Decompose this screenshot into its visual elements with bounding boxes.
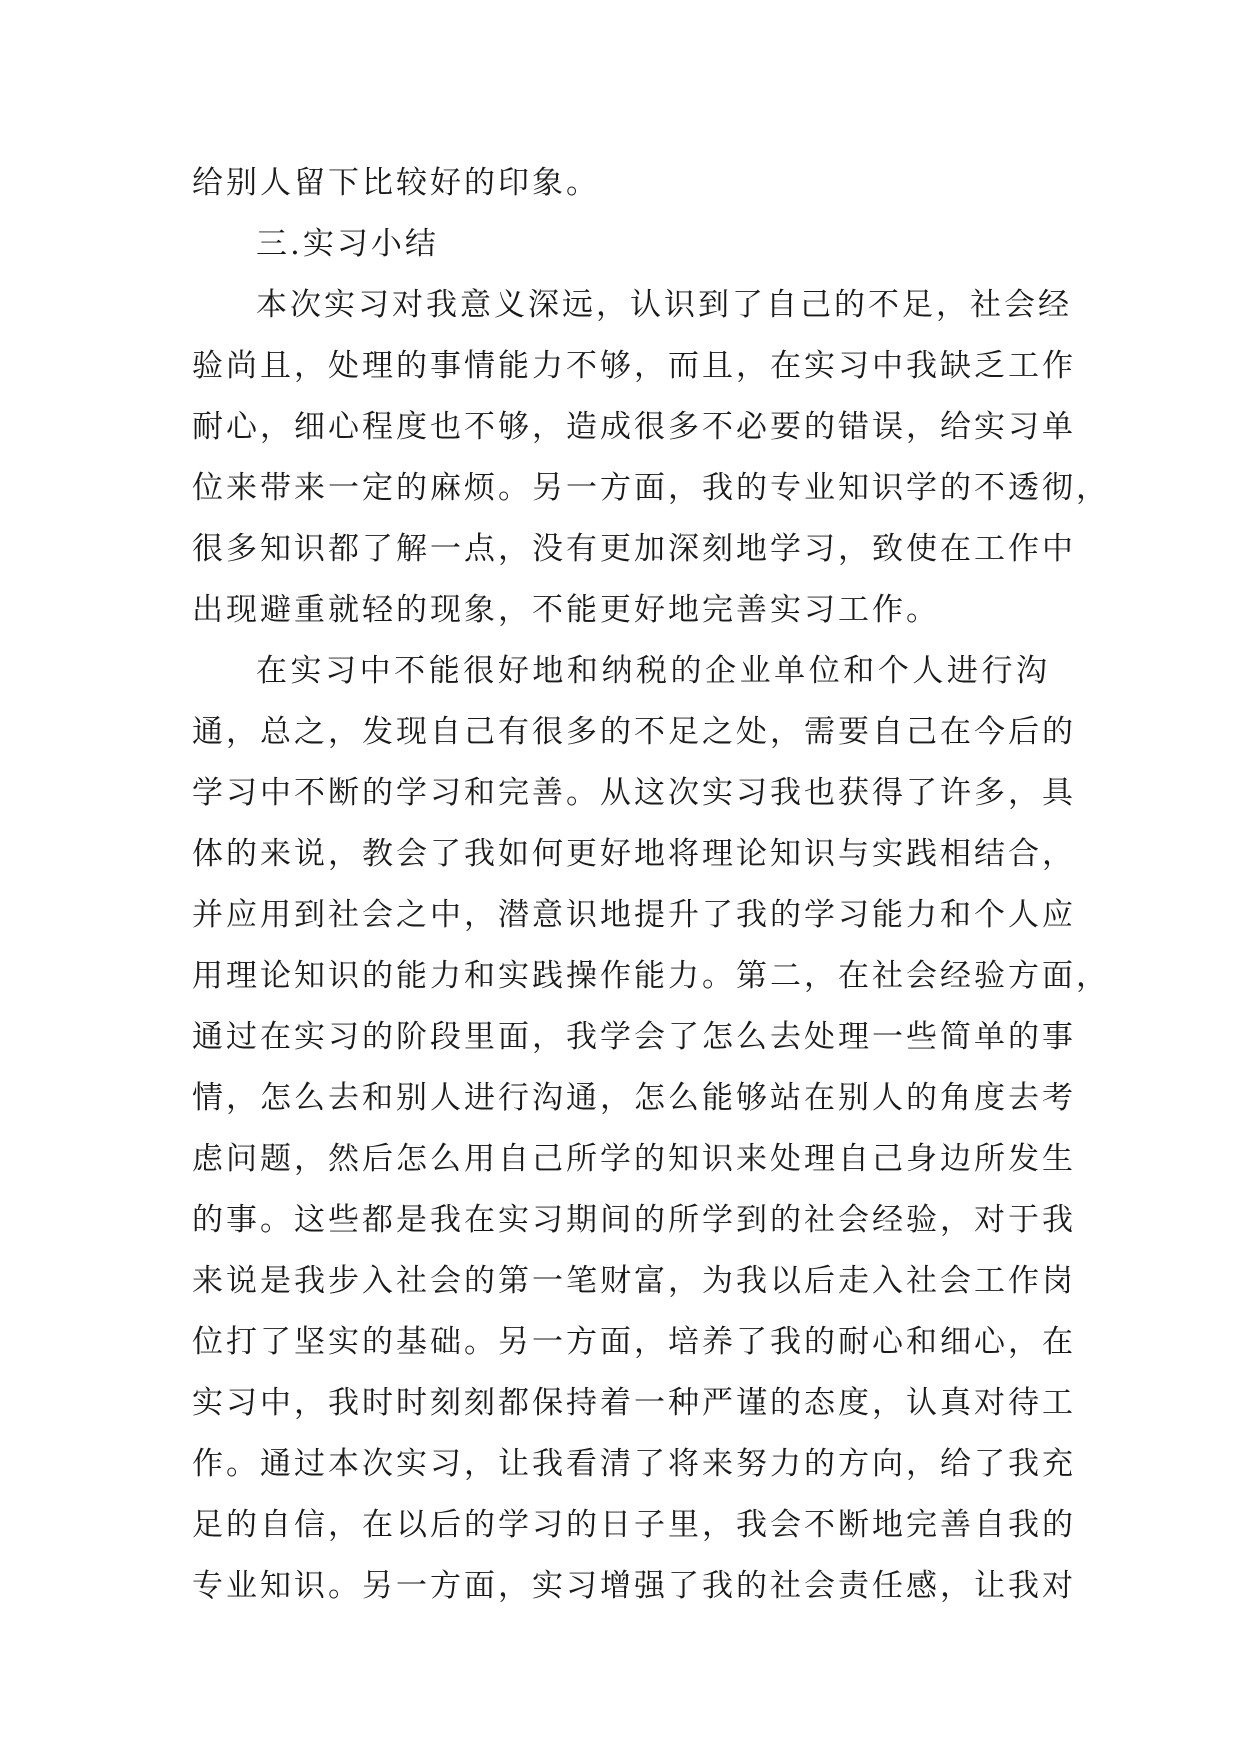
paragraph-line: 并应用到社会之中，潜意识地提升了我的学习能力和个人应 xyxy=(192,897,1076,933)
paragraph-line: 很多知识都了解一点，没有更加深刻地学习，致使在工作中 xyxy=(192,531,1076,567)
paragraph-line: 情，怎么去和别人进行沟通，怎么能够站在别人的角度去考 xyxy=(192,1080,1076,1116)
section-heading: 三.实习小结 xyxy=(256,226,439,262)
paragraph-line: 通过在实习的阶段里面，我学会了怎么去处理一些简单的事 xyxy=(192,1019,1076,1055)
paragraph-line: 学习中不断的学习和完善。从这次实习我也获得了许多，具 xyxy=(192,775,1076,811)
paragraph-line: 通，总之，发现自己有很多的不足之处，需要自己在今后的 xyxy=(192,714,1076,750)
paragraph-line: 虑问题，然后怎么用自己所学的知识来处理自己身边所发生 xyxy=(192,1141,1076,1177)
document-page xyxy=(192,153,1110,1617)
paragraph-line: 验尚且，处理的事情能力不够，而且，在实习中我缺乏工作 xyxy=(192,348,1076,384)
paragraph-line: 给别人留下比较好的印象。 xyxy=(192,165,600,201)
paragraph-line: 耐心，细心程度也不够，造成很多不必要的错误，给实习单 xyxy=(192,409,1076,445)
paragraph-line: 作。通过本次实习，让我看清了将来努力的方向，给了我充 xyxy=(192,1446,1076,1482)
paragraph-line: 本次实习对我意义深远，认识到了自己的不足，社会经 xyxy=(256,287,1072,323)
paragraph-line: 体的来说，教会了我如何更好地将理论知识与实践相结合， xyxy=(192,836,1076,872)
paragraph-line: 的事。这些都是我在实习期间的所学到的社会经验，对于我 xyxy=(192,1202,1076,1238)
paragraph-line: 专业知识。另一方面，实习增强了我的社会责任感，让我对 xyxy=(192,1568,1076,1604)
paragraph-line: 位打了坚实的基础。另一方面，培养了我的耐心和细心，在 xyxy=(192,1324,1076,1360)
paragraph-line: 来说是我步入社会的第一笔财富，为我以后走入社会工作岗 xyxy=(192,1263,1076,1299)
paragraph-line: 实习中，我时时刻刻都保持着一种严谨的态度，认真对待工 xyxy=(192,1385,1076,1421)
paragraph-line: 用理论知识的能力和实践操作能力。第二，在社会经验方面， xyxy=(192,958,1110,994)
paragraph-line: 位来带来一定的麻烦。另一方面，我的专业知识学的不透彻， xyxy=(192,470,1110,506)
paragraph-line: 出现避重就轻的现象，不能更好地完善实习工作。 xyxy=(192,592,940,628)
paragraph-line: 在实习中不能很好地和纳税的企业单位和个人进行沟 xyxy=(256,653,1050,689)
paragraph-line: 足的自信，在以后的学习的日子里，我会不断地完善自我的 xyxy=(192,1507,1076,1543)
